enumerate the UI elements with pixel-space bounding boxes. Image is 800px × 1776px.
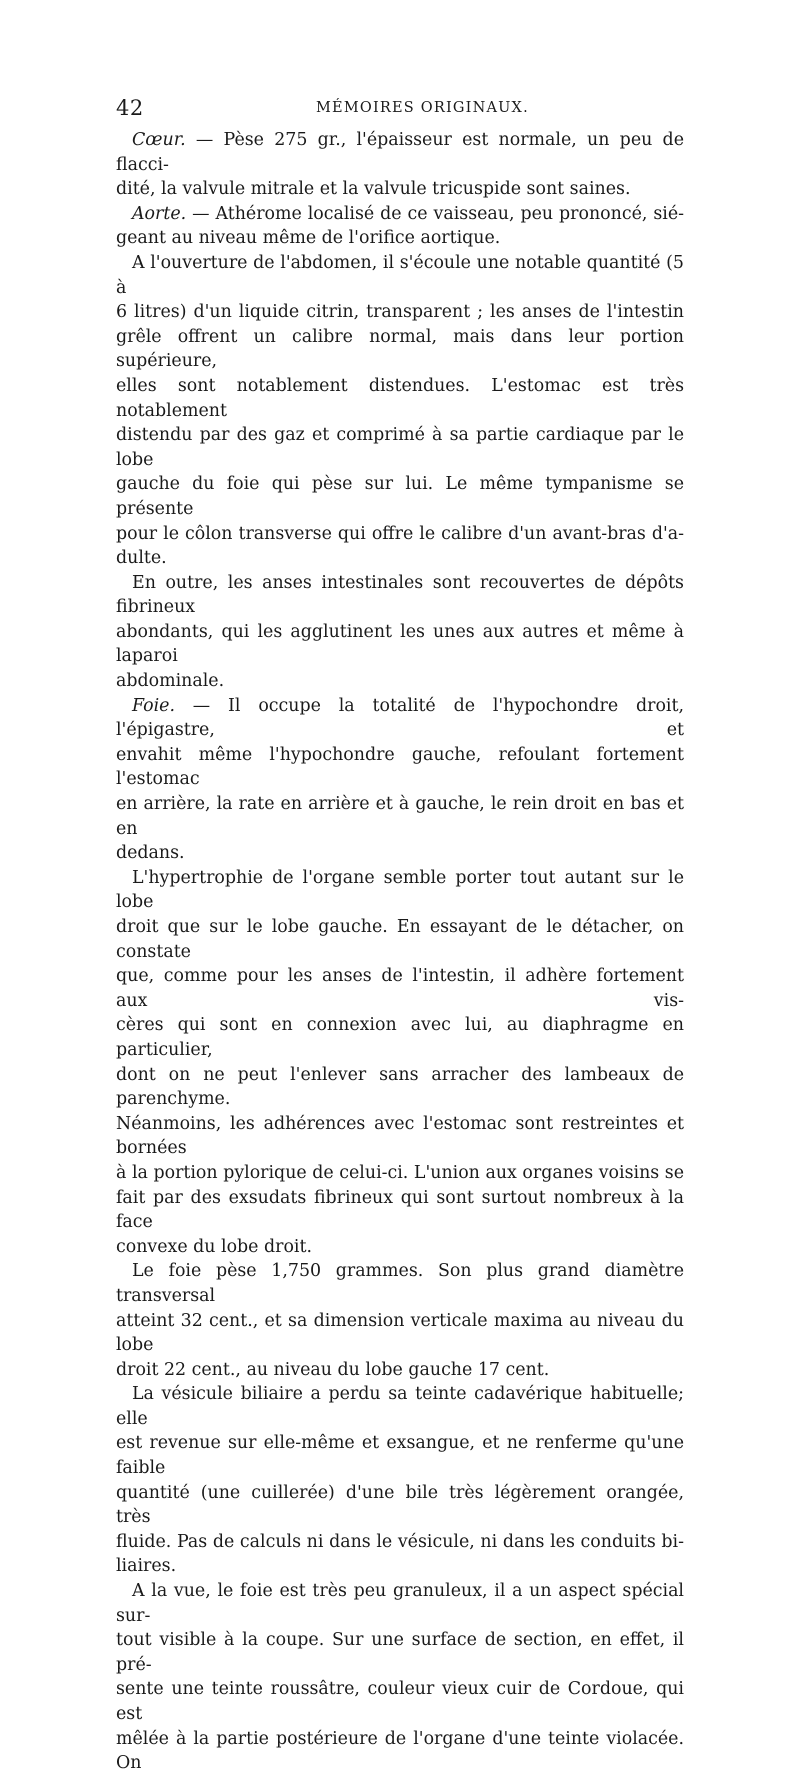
text-line: dont on ne peut l'enlever sans arracher des lambeaux de parenchyme. [116,1064,684,1110]
text-line: en arrière, la rate en arrière et à gauche, le rein droit en bas et en [116,794,684,839]
text-line: pour le côlon transverse qui offre le calibre d'un avant-bras d'a- [116,523,684,544]
text-line: fluide. Pas de calculs ni dans le vésicule, ni dans les conduits bi- [116,1531,684,1552]
text-line: envahit même l'hypochondre gauche, refoulant fortement l'estomac [116,744,684,790]
text-line: abondants, qui les agglutinent les unes aux autres et même à laparoi [116,621,684,667]
text-line: — Il occupe la totalité de l'hypochondre droit, l'épigastre, et [116,695,684,741]
text-line: tout visible à la coupe. Sur une surface de section, en effet, il pré- [116,1630,684,1675]
paragraph-lead: Cœur. [132,130,186,150]
running-title: MÉMOIRES ORIGINAUX. [316,100,529,116]
text-line: Néanmoins, les adhérences avec l'estomac sont restreintes et bornées [116,1113,684,1159]
text-line: dulte. [116,548,167,569]
text-line: fait par des exsudats fibrineux qui sont surtout nombreux à la face [116,1187,684,1233]
text-line: La vésicule biliaire a perdu sa teinte cadavérique habituelle; elle [116,1384,684,1429]
text-line: gauche du foie qui pèse sur lui. Le même tympanisme se présente [116,474,684,519]
text-line: droit 22 cent., au niveau du lobe gauche 17 cent. [116,1359,550,1380]
text-line: atteint 32 cent., et sa dimension verticale maxima au niveau du lobe [116,1310,684,1356]
text-line: A la vue, le foie est très peu granuleux, il a un aspect spécial sur- [116,1581,684,1626]
text-line: est revenue sur elle-même et exsangue, et ne renferme qu'une faible [116,1433,684,1479]
paragraph-aorte [116,202,684,227]
paragraph-foie [116,694,684,743]
text-line: L'hypertrophie de l'organe semble porter tout autant sur le lobe [116,867,684,913]
text-line: que, comme pour les anses de l'intestin, il adhère fortement aux vis- [116,966,684,1011]
text-line: sente une teinte roussâtre, couleur vieux cuir de Cordoue, qui est [116,1679,684,1724]
paragraph-coeur [116,128,684,177]
text-line: En outre, les anses intestinales sont recouvertes de dépôts fibrineux [116,572,684,618]
text-line: quantité (une cuillerée) d'une bile très légèrement orangée, très [116,1482,684,1528]
body-text [116,128,684,1776]
text-line: dedans. [116,843,185,864]
text-line: geant au niveau même de l'orifice aortique. [116,228,501,249]
page-number: 42 [116,96,144,120]
text-line: 6 litres) d'un liquide citrin, transparent ; les anses de l'intestin [116,302,684,323]
paragraph-lead: Foie. [132,695,175,716]
paragraph-line [116,226,684,251]
text-line: elles sont notablement distendues. L'estomac est très notablement [116,375,684,421]
text-line: distendu par des gaz et comprimé à sa partie cardiaque par le lobe [116,425,684,470]
text-line: mêlée à la partie postérieure de l'organe d'une teinte violacée. On [116,1728,684,1774]
text-line: dité, la valvule mitrale et la valvule tricuspide sont saines. [116,179,631,200]
text-line: — Athérome localisé de ce vaisseau, peu prononcé, sié- [186,203,684,224]
page-header [116,96,684,124]
paragraph-line [116,177,684,202]
text-line: cères qui sont en connexion avec lui, au diaphragme en particulier, [116,1015,684,1060]
paragraph-lead: Aorte. [132,203,187,224]
text-line: droit que sur le lobe gauche. En essayant de le détacher, on constate [116,917,684,962]
text-line: grêle offrent un calibre normal, mais dans leur portion supérieure, [116,326,684,372]
text-line: à la portion pylorique de celui-ci. L'union aux organes voisins se [116,1162,684,1183]
text-line: A l'ouverture de l'abdomen, il s'écoule une notable quantité (5 à [116,252,684,298]
text-line: convexe du lobe droit. [116,1236,312,1257]
text-line: liaires. [116,1556,177,1577]
text-line: Le foie pèse 1,750 grammes. Son plus grand diamètre transversal [116,1261,684,1306]
text-line: — Pèse 275 gr., l'épaisseur est normale, un peu de flacci- [116,130,684,175]
text-line: abdominale. [116,671,225,692]
